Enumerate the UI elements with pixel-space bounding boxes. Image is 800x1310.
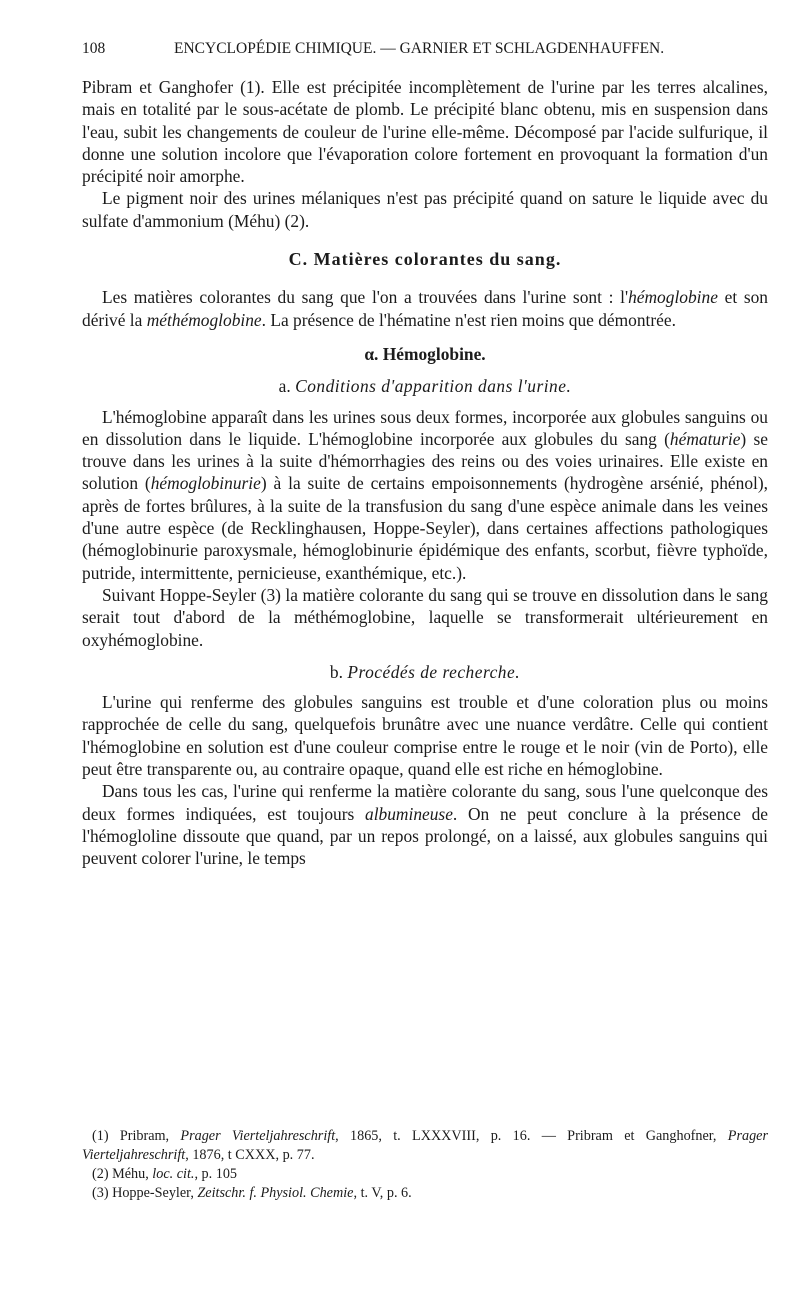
page-body [82,76,768,870]
running-title: ENCYCLOPÉDIE CHIMIQUE. — GARNIER ET SCHLAGDENHAUFFEN. [174,40,665,57]
paragraph-3: Les matières colorantes du sang que l'on a trouvées dans l'urine sont : l'hémoglobine et son dérivé la méthémoglobine. La présence de l'hématine n'est rien moins que démontrée. [82,287,768,330]
footnote-2: (2) Méhu, loc. cit., p. 105 [92,1166,238,1182]
subheading-procedes: b. Procédés de recherche. [329,661,521,682]
subheading-hemoglobine: α. Hémoglobine. [364,343,486,364]
footnote-1: (1) Pribram, Prager Vierteljahreschrift, 1865, t. LXXXVIII, p. 16. — Pribram et Ganghofner, Prager Vierteljahreschrift, 1876, t CXXX, p. 77. [82,1128,768,1163]
section-heading-c: C. Matières colorantes du sang. [288,249,562,270]
paragraph-1: Pibram et Ganghofer (1). Elle est précipitée incomplètement de l'urine par les terres alcalines, mais en totalité par le sous-acétate de plomb. Le précipité blanc obtenu, mis en suspension dans l'eau, subit les changements de couleur de l'urine elle-même. Décomposé par l'acide sulfurique, il donne une solution incolore que l'évaporation colore fortement en provoquant la formation d'un précipité noir amorphe. [82,77,768,187]
paragraph-4: L'hémoglobine apparaît dans les urines sous deux formes, incorporée aux globules sanguins ou en dissolution dans le liquide. L'hémoglobine incorporée aux globules du sang (hématurie) se trouve dans les urines à la suite d'hémorrhagies des reins ou des voies urinaires. Elle existe en solution (hémoglobinurie) à la suite de certains empoisonnements (hydrogène arsénié, phénol), après de fortes brûlures, à la suite de la transfusion du sang d'une espèce animale dans les veines d'une autre espèce (de Recklinghausen, Hoppe-Seyler), dans certaines affections pathologiques (hémoglobinurie paroxysmale, hémoglobinurie épidémique des enfants, scorbut, fièvre typhoïde, putride, intermittente, pernicieuse, exanthémique, etc.). [82,406,768,583]
footnote-3: (3) Hoppe-Seyler, Zeitschr. f. Physiol. Chemie, t. V, p. 6. [92,1185,412,1201]
paragraph-2: Le pigment noir des urines mélaniques n'est pas précipité quand on sature le liquide avec du sulfate d'ammonium (Méhu) (2). [82,188,768,231]
paragraph-7: Dans tous les cas, l'urine qui renferme la matière colorante du sang, sous l'une quelconque des deux formes indiquées, est toujours albumineuse. On ne peut conclure à la présence de l'hémogloline dissoute que quand, par un repos prolongé, on a laissé, aux globules sanguins qui peuvent colorer l'urine, le temps [82,781,768,869]
paragraph-6: L'urine qui renferme des globules sanguins est trouble et d'une coloration plus ou moins rapprochée de celle du sang, quelquefois brunâtre avec une nuance verdâtre. Celle qui contient l'hémoglobine en solution est d'une couleur comprise entre le rouge et le noir (vin de Porto), elle peut être transparente ou, au contraire opaque, quand elle est riche en hémoglobine. [82,692,768,780]
page-header [82,40,768,58]
subheading-conditions: a. Conditions d'apparition dans l'urine. [278,376,572,397]
footnotes [82,1127,768,1203]
page-number: 108 [82,40,106,57]
paragraph-5: Suivant Hoppe-Seyler (3) la matière colorante du sang qui se trouve en dissolution dans le sang serait tout d'abord de la méthémoglobine, laquelle se transformerait ultérieurement en oxyhémoglobine. [82,584,768,650]
